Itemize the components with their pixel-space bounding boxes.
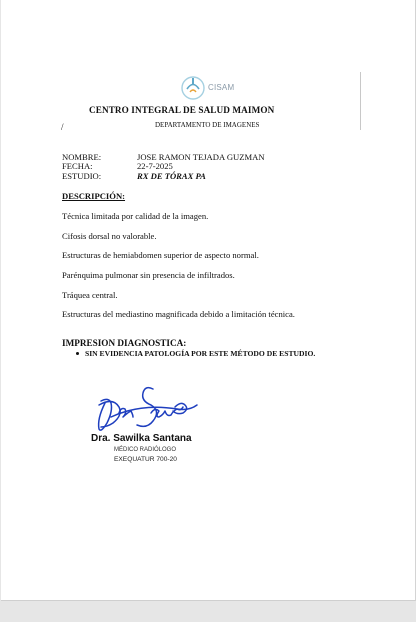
patient-name-value: JOSE RAMON TEJADA GUZMAN bbox=[137, 152, 265, 162]
description-paragraph: Tráquea central. bbox=[62, 290, 118, 300]
center-name: CENTRO INTEGRAL DE SALUD MAIMON bbox=[89, 105, 275, 115]
impression-item-text: SIN EVIDENCIA PATOLOGÍA POR ESTE MÉTODO DE ESTUDIO. bbox=[85, 349, 316, 358]
description-paragraph: Estructuras de hemiabdomen superior de aspecto normal. bbox=[62, 250, 259, 260]
stray-mark: / bbox=[61, 122, 64, 132]
department-name: DEPARTAMENTO DE IMAGENES bbox=[155, 121, 260, 129]
study-type-value: RX DE TÓRAX PA bbox=[137, 171, 206, 181]
handwritten-signature-icon bbox=[91, 383, 201, 435]
bullet-icon bbox=[76, 352, 79, 355]
document-page bbox=[1, 0, 416, 601]
logo-text: CISAM bbox=[208, 83, 235, 92]
description-paragraph: Parénquima pulmonar sin presencia de infiltrados. bbox=[62, 270, 235, 280]
doctor-role: MÉDICO RADIÓLOGO bbox=[114, 447, 177, 453]
study-type-label: ESTUDIO: bbox=[62, 171, 102, 181]
impression-heading: IMPRESION DIAGNOSTICA: bbox=[62, 338, 187, 348]
doctor-name: Dra. Sawilka Santana bbox=[91, 433, 192, 444]
description-paragraph: Cifosis dorsal no valorable. bbox=[62, 231, 157, 241]
doctor-exequatur: EXEQUATUR 700-20 bbox=[114, 456, 177, 463]
patient-name-label: NOMBRE: bbox=[62, 152, 102, 162]
study-date-value: 22-7-2025 bbox=[137, 161, 173, 171]
margin-rule bbox=[360, 72, 361, 130]
study-date-label: FECHA: bbox=[62, 161, 93, 171]
description-paragraph: Técnica limitada por calidad de la imagen. bbox=[62, 211, 209, 221]
description-paragraph: Estructuras del mediastino magnificada debido a limitación técnica. bbox=[62, 309, 295, 319]
impression-item bbox=[76, 349, 315, 358]
description-heading: DESCRIPCIÓN: bbox=[62, 191, 126, 201]
